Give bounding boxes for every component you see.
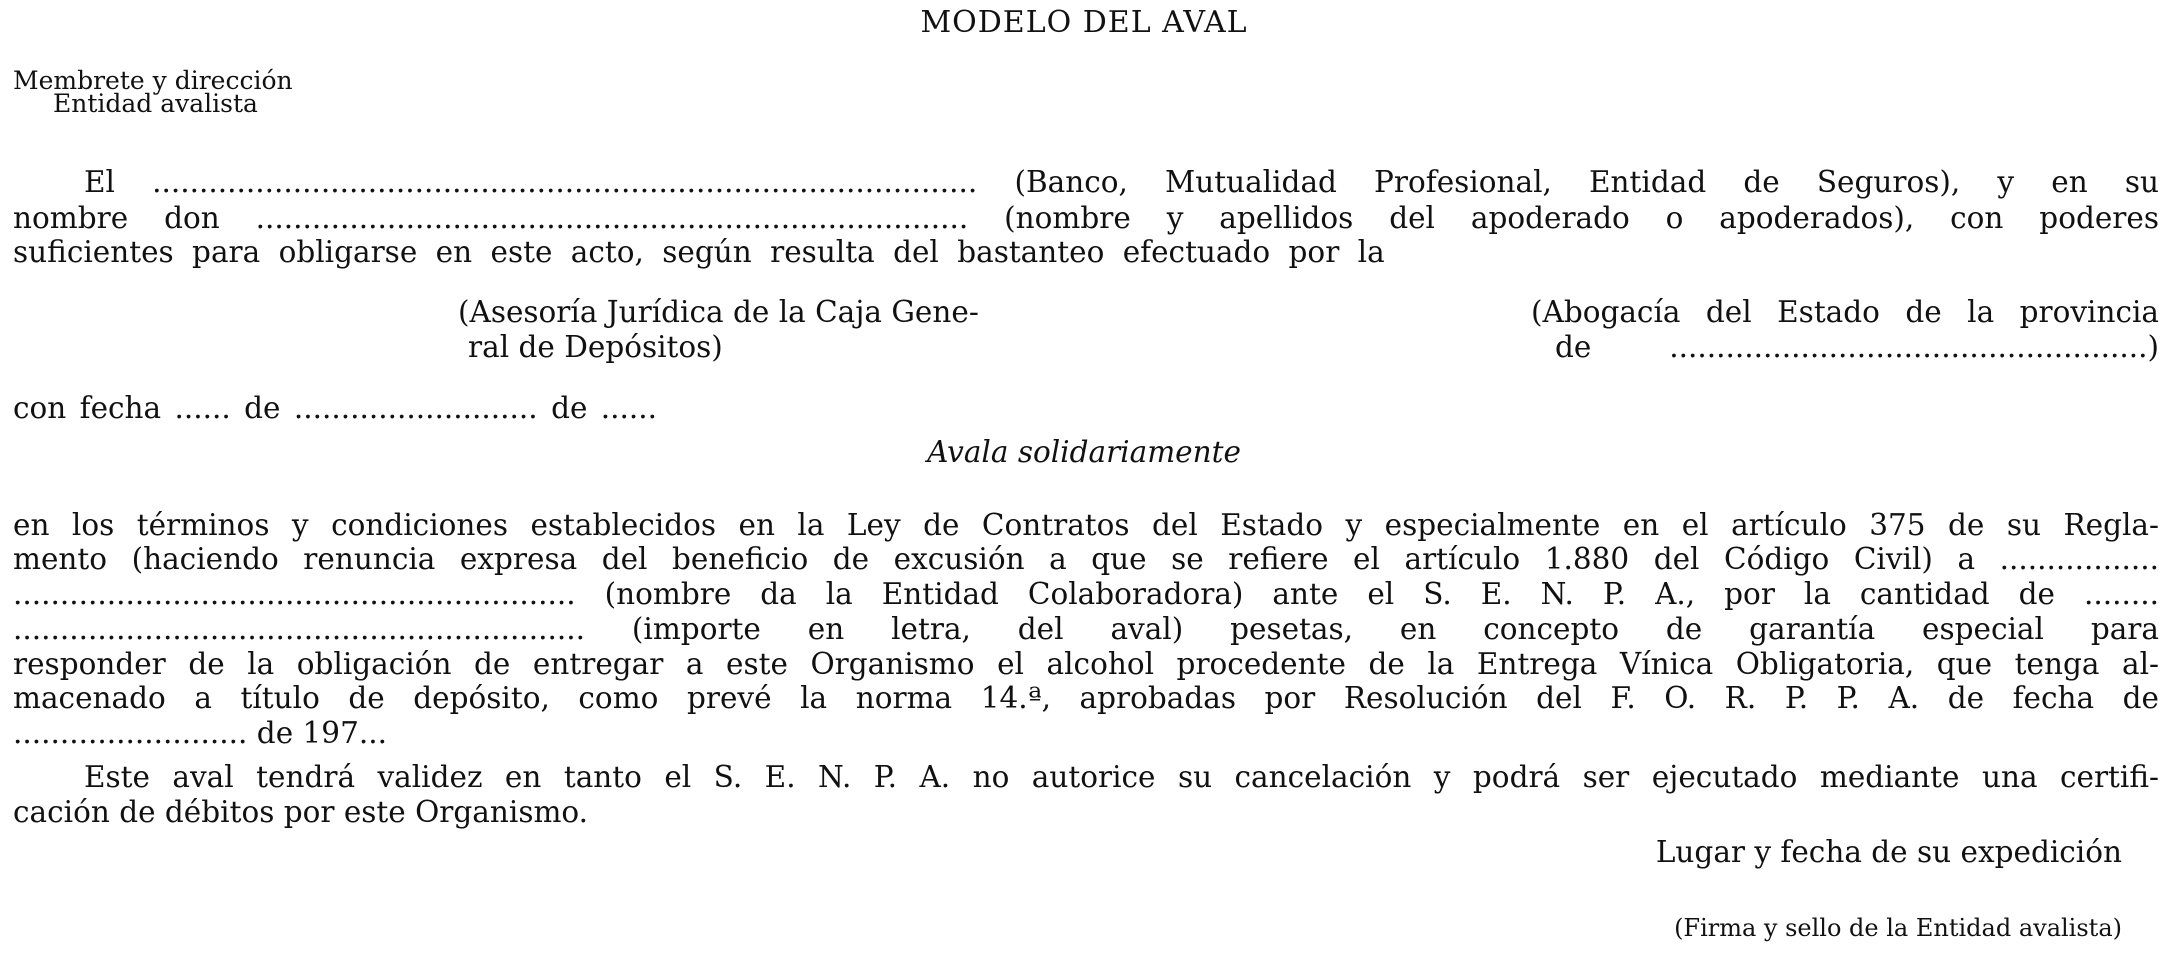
signature-note: (Firma y sello de la Entidad avalista) xyxy=(1674,914,2122,942)
paragraph-2-line-2: mento (haciendo renuncia expresa del beneficio de excusión a que se refiere el artículo 1.880 del Código Civil) a ................. xyxy=(13,542,2159,576)
paragraph-3-line-2: cación de débitos por este Organismo. xyxy=(13,795,589,829)
place-and-date: Lugar y fecha de su expedición xyxy=(1655,835,2122,869)
option-left-line-2: ral de Depósitos) xyxy=(468,330,723,364)
paragraph-2-line-6: macenado a título de depósito, como prevé la norma 14.ª, aprobadas por Resolución del F. O. R. P. P. A. de fecha de xyxy=(13,681,2159,715)
paragraph-1-line-3: suficientes para obligarse en este acto, según resulta del bastanteo efectuado por la xyxy=(13,235,1385,269)
option-right-line-2: de ...................................................) xyxy=(1555,330,2159,364)
option-left-line-1: (Asesoría Jurídica de la Caja Gene- xyxy=(458,295,979,329)
option-right-line-1: (Abogacía del Estado de la provincia xyxy=(1531,295,2159,329)
letterhead-line-1: Membrete y dirección xyxy=(13,66,293,95)
paragraph-2-line-3: ............................................................ (nombre da la Entidad Colaboradora) ante el S. E. N. P. A., por la cantidad de ........ xyxy=(13,577,2159,611)
paragraph-2-line-1: en los términos y condiciones establecidos en la Ley de Contratos del Estado y especialmente en el artículo 375 de su Regla- xyxy=(13,508,2159,542)
paragraph-2-line-7: ......................... de 197... xyxy=(13,716,387,750)
document-title: MODELO DEL AVAL xyxy=(920,5,1248,40)
subtitle: Avala solidariamente xyxy=(927,435,1241,469)
paragraph-3-line-1: Este aval tendrá validez en tanto el S. E. N. P. A. no autorice su cancelación y podrá ser ejecutado mediante una certifi- xyxy=(84,760,2159,794)
paragraph-1-line-1: El ........................................................................................ (Banco, Mutualidad Profesional, Entidad de Seguros), y en su xyxy=(84,165,2159,199)
date-line: con fecha ...... de .......................... de ...... xyxy=(13,391,658,425)
paragraph-2-line-4: ............................................................. (importe en letra, del aval) pesetas, en concepto de garantía especial para xyxy=(13,612,2159,646)
letterhead-line-2: Entidad avalista xyxy=(53,89,258,118)
paragraph-2-line-5: responder de la obligación de entregar a este Organismo el alcohol procedente de la Entrega Vínica Obligatoria, que tenga al- xyxy=(13,647,2159,681)
paragraph-1-line-2: nombre don ............................................................................ (nombre y apellidos del apoderado o apoderados), con poderes xyxy=(13,201,2159,235)
